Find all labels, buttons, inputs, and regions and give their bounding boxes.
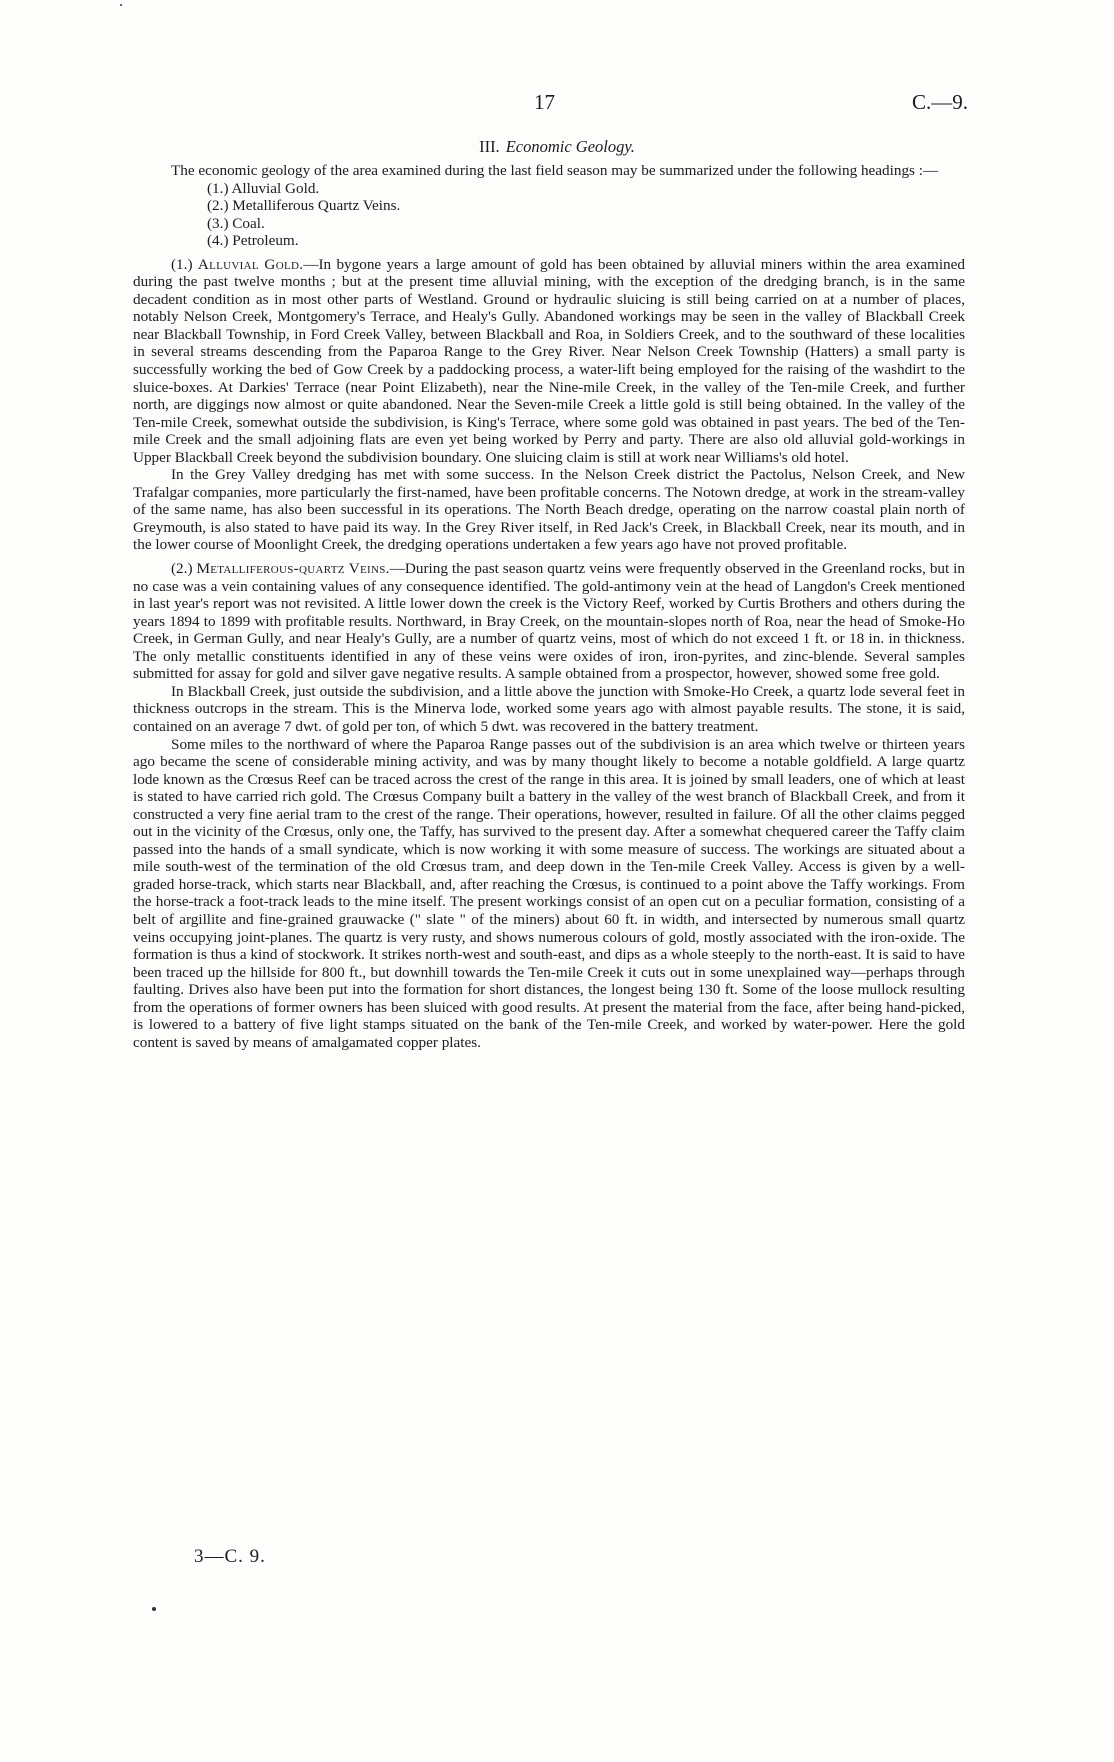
alluvial-gold-text: —In bygone years a large amount of gold has been obtained by alluvial miners within the area examined during the past twelve months ; but at the present time alluvial mining, with the exception of the dredging branch, is in the same decadent condition as in most other parts of Westland. Ground or hydraulic sluicing is still being carried on at a number of places, notably Nelson Creek, Montgomery's Terrace, and Healy's Gully. Abandoned workings may be seen in the valley of Blackball Creek near Blackball Township, in Ford Creek Valley, between Blackball and Roa, in Soldiers Creek, and to the southward of these localities in several streams descending from the Paparoa Range to the Grey River. Near Nelson Creek Township (Hatters) a small party is successfully working the bed of Gow Creek by a paddocking process, a water-lift being employed for the raising of the washdirt to the sluice-boxes. At Darkies' Terrace (near Point Elizabeth), near the Nine-mile Creek, in the valley of the Ten-mile Creek, and further north, are diggings now almost or quite abandoned. Near the Seven-mile Creek a little gold is still being obtained. In the valley of the Ten-mile Creek, somewhat outside the subdivision, is King's Terrace, where some gold was obtained in past years. The bed of the Ten-mile Creek and the small adjoining flats are even yet being worked by Perry and party. There are also old alluvial gold-workings in Upper Blackball Creek beyond the subdivision boundary. One sluicing claim is still at work near Williams's old hotel. — [133, 255, 965, 466]
list-item: (3.) Coal. — [207, 214, 265, 232]
body-text — [133, 162, 965, 1051]
quartz-veins-text: —During the past season quartz veins were frequently observed in the Greenland rocks, but in no case was a vein containing values of any consequence identified. The gold-antimony vein at the head of Langdon's Creek mentioned in last year's report was not revisited. A little lower down the creek is the Victory Reef, worked by Curtis Brothers and others during the years 1894 to 1899 with profitable results. Northward, in Bray Creek, on the mountain-slopes north of Roa, near the head of Smoke-Ho Creek, in German Gully, and near Healy's Gully, are a number of quartz veins, most of which do not exceed 1 ft. or 18 in. in thickness. The only metallic constituents identified in any of these veins were oxides of iron, iron-pyrites, and zinc-blende. Several samples submitted for assay for gold and silver gave negative results. A sample obtained from a prospector, however, showed some free gold. — [133, 560, 965, 683]
section-title: Economic Geology. — [505, 137, 635, 156]
croesus-paragraph: Some miles to the northward of where the Paparoa Range passes out of the subdivision is an area which twelve or thirteen years ago became the scene of considerable mining activity, and was by many thought likely to become a notable goldfield. A large quartz lode known as the Crœsus Reef can be traced across the crest of the range in this area. It is joined by small leaders, one of which at least is stated to have carried rich gold. The Crœsus Company built a battery in the valley of the west branch of Blackball Creek, and from it constructed a very fine aerial tram to the crest of the range. Their operations, however, resulted in failure. Of all the other claims pegged out in the vicinity of the Crœsus, only one, the Taffy, has survived to the present day. After a somewhat chequered career the Taffy claim passed into the hands of a small syndicate, which is now working it with some measure of success. The workings are situated about a mile south-west of the termination of the old Crœsus tram, and deep down in the Ten-mile Creek Valley. Access is given by a well-graded horse-track, which starts near Blackball, and, after reaching the Crœsus, is continued to a point above the Taffy workings. From the horse-track a foot-track leads to the mine itself. The present workings consist of an open cut on a peculiar formation, consisting of a belt of argillite and fine-grained grauwacke (" slate " of the miners) about 60 ft. in width, and intersected by numerous small quartz veins occupying joint-planes. The quartz is very rusty, and shows numerous colours of gold, mostly associated with the iron-oxide. The formation is thus a kind of stockwork. It strikes north-west and south-east, and dips as a whole steeply to the north-east. It is said to have been traced up the hillside for 800 ft., but downhill towards the Ten-mile Creek it cuts out in some unexplained way—perhaps through faulting. Drives also have been put into the formation for short distances, the longest being 130 ft. Some of the loose mullock resulting from the operations of former owners has been sluiced with good results. At present the material from the face, after being hand-picked, is lowered to a battery of five light stamps situated on the bank of the Ten-mile Creek, and worked by water-power. Here the gold content is saved by means of amalgamated copper plates. — [133, 735, 965, 1051]
dredging-paragraph: In the Grey Valley dredging has met with some success. In the Nelson Creek district the Pactolus, Nelson Creek, and New Trafalgar companies, more particularly the first-named, have been profitable concerns. The Notown dredge, at work in the stream-valley of the same name, has also been successful in its operations. The North Beach dredge, operating on the narrow coastal plain north of Greymouth, is also stated to have paid its way. In the Grey River itself, in Red Jack's Creek, in Blackball Creek, near its mouth, and in the lower course of Moonlight Creek, the dredging operations undertaken a few years ago have not proved profitable. — [133, 466, 965, 554]
scan-speck — [152, 1607, 156, 1611]
scan-speck — [120, 4, 122, 6]
headings-list — [133, 180, 965, 250]
quartz-prefix: (2.) — [171, 560, 197, 578]
document-reference: C.—9. — [912, 90, 969, 114]
section-heading — [0, 137, 1114, 157]
quartz-veins-paragraph — [133, 560, 965, 683]
footer-signature: 3—C. 9. — [194, 1546, 266, 1567]
alluvial-gold-paragraph — [133, 256, 965, 467]
quartz-veins-label: Metalliferous-quartz Veins. — [196, 560, 390, 578]
alluvial-prefix: (1.) — [171, 255, 198, 273]
intro-paragraph: The economic geology of the area examined during the last field season may be summarized under the following headings :— — [171, 162, 939, 179]
list-item: (4.) Petroleum. — [207, 232, 299, 250]
page-number: 17 — [534, 90, 555, 114]
list-item: (2.) Metalliferous Quartz Veins. — [207, 197, 401, 215]
alluvial-gold-label: Alluvial Gold. — [197, 255, 304, 273]
list-item: (1.) Alluvial Gold. — [207, 179, 320, 197]
page-header — [0, 90, 1114, 120]
blackball-paragraph: In Blackball Creek, just outside the subdivision, and a little above the junction with Smoke-Ho Creek, a quartz lode several feet in thickness outcrops in the stream. This is the Minerva lode, worked some years ago with almost payable results. The stone, it is said, contained on an average 7 dwt. of gold per ton, of which 5 dwt. was recovered in the battery treatment. — [133, 682, 965, 735]
section-number: III. — [479, 137, 500, 156]
